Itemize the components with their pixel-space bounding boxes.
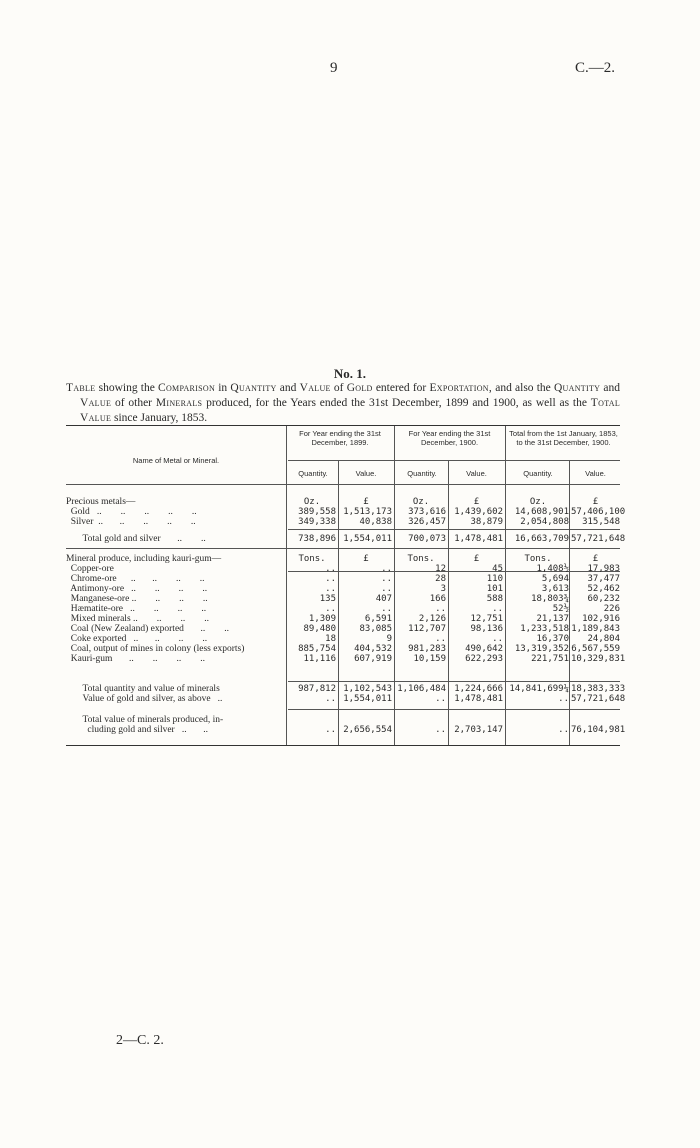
unit-cell: £ — [473, 497, 480, 507]
value-cell: 52½ — [552, 604, 569, 614]
value-cell: .. — [325, 564, 336, 574]
value-cell: 76,104,981 — [571, 725, 626, 735]
section-rule — [66, 548, 620, 549]
value-cell: 14,608,901 — [514, 507, 569, 517]
row-label: Total quantity and value of minerals — [66, 684, 220, 694]
value-cell: 112,707 — [408, 624, 446, 634]
header-1899: For Year ending the 31st December, 1899. — [299, 429, 381, 447]
value-cell: 221,751 — [531, 654, 569, 664]
value-cell: 101 — [486, 584, 503, 594]
row-label: Coal (New Zealand) exported .. .. — [66, 624, 230, 634]
table-row-antimony — [66, 584, 620, 594]
row-label: Value of gold and silver, as above .. — [66, 694, 223, 704]
value-cell: 2,656,554 — [343, 725, 392, 735]
value-cell: 14,841,699¼ — [509, 684, 569, 694]
value-cell: 11,116 — [303, 654, 336, 664]
value-cell: 24,804 — [587, 634, 620, 644]
row-label: Coke exported .. .. .. .. — [66, 634, 208, 644]
table-row-gold — [66, 507, 626, 517]
table-row-mixed-minerals — [66, 614, 620, 624]
row-label: Mixed minerals .. .. .. .. — [66, 614, 210, 624]
table-row-total-gold-silver — [66, 534, 626, 544]
unit-cell: Oz. — [529, 497, 547, 507]
unit-cell: Tons. — [407, 554, 435, 564]
value-cell: 389,558 — [298, 507, 336, 517]
table-number: No. 1. — [333, 366, 367, 381]
value-cell: 1,102,543 — [343, 684, 392, 694]
header-quantity-total: Quantity. — [523, 469, 553, 478]
value-cell: 60,232 — [587, 594, 620, 604]
table-row-silver — [66, 517, 620, 527]
value-cell: 1,478,481 — [454, 694, 503, 704]
unit-cell: Oz. — [412, 497, 430, 507]
row-label: Mineral produce, including kauri-gum— — [66, 554, 222, 564]
row-label: Total gold and silver .. .. — [66, 534, 206, 544]
value-cell: 407 — [375, 594, 392, 604]
table-row-manganese — [66, 594, 620, 604]
value-cell: 18,803¾ — [531, 594, 569, 604]
value-cell: 5,694 — [541, 574, 569, 584]
value-cell: 40,838 — [359, 517, 392, 527]
unit-cell: Oz. — [303, 497, 321, 507]
unit-cell: £ — [592, 497, 599, 507]
row-label: Coal, output of mines in colony (less exports) — [66, 644, 245, 654]
gold-silver-rule — [288, 529, 620, 530]
value-cell: .. — [435, 725, 446, 735]
unit-cell: £ — [363, 554, 369, 564]
table-row-chrome — [66, 574, 620, 584]
value-cell: .. — [492, 634, 503, 644]
value-cell: 3,613 — [541, 584, 569, 594]
value-cell: 738,896 — [298, 534, 336, 544]
value-cell: 1,478,481 — [454, 534, 503, 544]
value-cell: 700,073 — [408, 534, 446, 544]
value-cell: 885,754 — [298, 644, 336, 654]
value-cell: 16,663,709 — [514, 534, 569, 544]
value-cell: 1,439,602 — [454, 507, 503, 517]
value-cell: .. — [492, 604, 503, 614]
value-cell: 9 — [386, 634, 392, 644]
table-row-copper — [66, 564, 620, 574]
unit-cell: Tons. — [298, 554, 326, 564]
table-row-mineral-produce — [66, 554, 620, 564]
value-cell: .. — [381, 604, 392, 614]
page-reference: C.—2. — [575, 60, 616, 76]
value-cell: 1,233,518 — [520, 624, 569, 634]
row-label: Manganese-ore .. .. .. .. — [66, 594, 208, 604]
row-label: cluding gold and silver .. .. — [66, 725, 208, 735]
table-caption: Table showing the Comparison in Quantity and Value of Gold entered for Exportation, and also the Quantity and Value of other Minerals produced, for the Years ended the 31st December, 1899 and 1900, as well as the Total Value since January, 1853. — [66, 382, 621, 424]
value-cell: .. — [325, 584, 336, 594]
header-bottom-rule — [66, 484, 620, 485]
value-cell: 2,054,808 — [520, 517, 569, 527]
value-cell: .. — [325, 574, 336, 584]
table-row-total-quantity-value — [66, 684, 626, 694]
value-cell: 10,329,831 — [571, 654, 626, 664]
page-number: 9 — [330, 60, 338, 76]
value-cell: 110 — [486, 574, 503, 584]
value-cell: 18 — [325, 634, 336, 644]
value-cell: 1,554,011 — [343, 534, 392, 544]
value-cell: 37,477 — [587, 574, 620, 584]
value-cell: 38,879 — [470, 517, 503, 527]
table-row-coal-output — [66, 644, 620, 654]
row-label: Copper-ore — [66, 564, 114, 574]
header-value-1899: Value. — [355, 469, 377, 478]
value-cell: 6,567,559 — [571, 644, 620, 654]
row-label: Hæmatite-ore .. .. .. .. — [66, 604, 207, 614]
value-cell: 1,309 — [308, 614, 336, 624]
header-quantity-1900: Quantity. — [407, 469, 437, 478]
table-row-value-gold-silver — [66, 694, 626, 704]
row-label: Kauri-gum .. .. .. .. — [66, 654, 206, 664]
header-name: Name of Metal or Mineral. — [132, 456, 220, 465]
header-value-1900: Value. — [466, 469, 487, 478]
value-cell: 166 — [429, 594, 446, 604]
value-cell: .. — [558, 725, 569, 735]
value-cell: 1,554,011 — [343, 694, 392, 704]
value-cell: 622,293 — [465, 654, 503, 664]
value-cell: 490,642 — [465, 644, 503, 654]
value-cell: .. — [435, 634, 446, 644]
value-cell: .. — [558, 694, 569, 704]
value-cell: .. — [381, 584, 392, 594]
value-cell: 1,189,843 — [571, 624, 620, 634]
table-row-haematite — [66, 604, 620, 614]
value-cell: 588 — [486, 594, 503, 604]
header-1900: For Year ending the 31st December, 1900. — [408, 429, 491, 447]
value-cell: 12 — [435, 564, 446, 574]
row-label: Antimony-ore .. .. .. .. — [66, 584, 208, 594]
table-row-precious-metals — [66, 497, 620, 507]
value-cell: .. — [381, 564, 392, 574]
unit-cell: £ — [363, 497, 369, 507]
value-cell: 18,383,333 — [571, 684, 626, 694]
value-cell: 349,338 — [298, 517, 336, 527]
value-cell: 12,751 — [470, 614, 503, 624]
value-cell: 2,126 — [418, 614, 446, 624]
unit-cell: £ — [473, 554, 480, 564]
value-cell: 28 — [435, 574, 446, 584]
table-row-coal-exported — [66, 624, 620, 634]
value-cell: .. — [325, 694, 336, 704]
value-cell: 326,457 — [408, 517, 446, 527]
value-cell: 89,480 — [303, 624, 336, 634]
value-cell: 981,283 — [408, 644, 446, 654]
value-cell: 1,224,666 — [454, 684, 503, 694]
value-cell: 17,983 — [587, 564, 620, 574]
header-quantity-1899: Quantity. — [298, 469, 328, 478]
value-cell: 45 — [492, 564, 503, 574]
value-cell: .. — [381, 574, 392, 584]
value-cell: 3 — [440, 584, 446, 594]
value-cell: 57,406,100 — [571, 507, 626, 517]
header-value-total: Value. — [585, 469, 606, 478]
table-row-coke — [66, 634, 620, 644]
value-cell: 102,916 — [582, 614, 620, 624]
value-cell: 10,159 — [413, 654, 446, 664]
unit-cell: £ — [592, 554, 599, 564]
row-label: Chrome-ore .. .. .. .. — [66, 574, 205, 584]
footer-reference: 2—C. 2. — [116, 1033, 164, 1048]
unit-cell: Tons. — [524, 554, 552, 564]
value-cell: .. — [435, 604, 446, 614]
value-cell: 98,136 — [470, 624, 503, 634]
table-row-kauri-gum — [66, 654, 626, 664]
value-cell: 987,812 — [298, 684, 336, 694]
value-cell: 52,462 — [587, 584, 620, 594]
value-cell: 1,106,484 — [397, 684, 446, 694]
value-cell: .. — [325, 604, 336, 614]
value-cell: 16,370 — [536, 634, 569, 644]
table-row-total-value — [66, 725, 626, 735]
value-cell: 6,591 — [364, 614, 392, 624]
value-cell: 13,319,352 — [514, 644, 569, 654]
value-cell: 315,548 — [582, 517, 620, 527]
value-cell: 226 — [603, 604, 620, 614]
value-cell: 83,085 — [359, 624, 392, 634]
value-cell: 1,513,173 — [343, 507, 392, 517]
value-cell: .. — [435, 694, 446, 704]
value-cell: 607,919 — [354, 654, 392, 664]
value-cell: 373,616 — [408, 507, 446, 517]
value-cell: 1,408½ — [536, 564, 569, 574]
value-cell: 2,703,147 — [454, 725, 503, 735]
row-label: Precious metals— — [66, 497, 136, 507]
row-label: Silver .. .. .. .. .. — [66, 517, 196, 527]
value-cell: .. — [325, 725, 336, 735]
value-cell: 57,721,648 — [571, 694, 626, 704]
minerals-table — [66, 425, 626, 746]
value-cell: 57,721,648 — [571, 534, 626, 544]
value-cell: 135 — [319, 594, 336, 604]
value-cell: 21,137 — [536, 614, 569, 624]
row-label: Total value of minerals produced, in- — [66, 715, 224, 725]
header-total: Total from the 1st January, 1853, to the 31st December, 1900. — [509, 429, 618, 447]
table-row-total-value-line1 — [66, 715, 620, 725]
row-label: Gold .. .. .. .. .. — [66, 507, 197, 517]
value-cell: 404,532 — [354, 644, 392, 654]
